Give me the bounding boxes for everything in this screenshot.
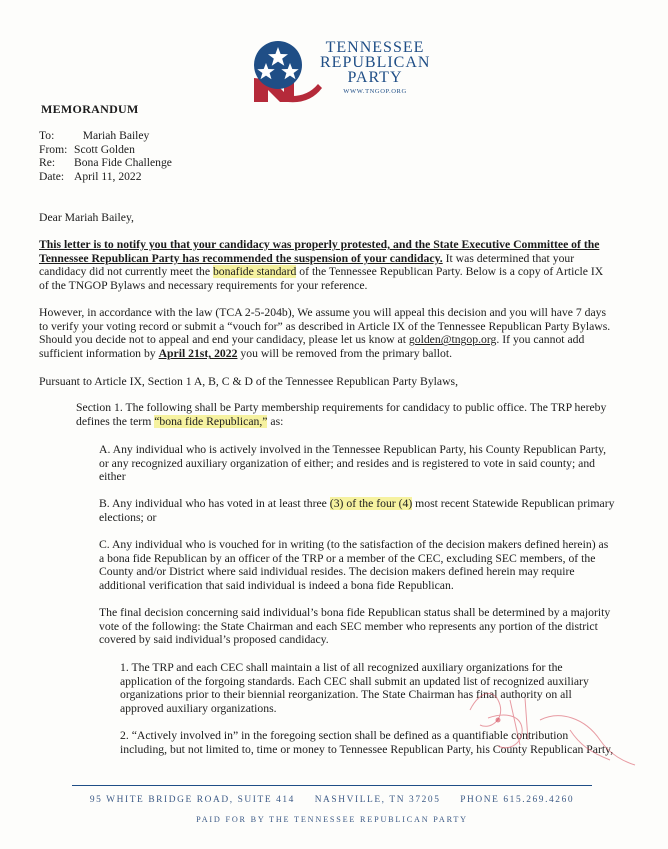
notification-bold-line-2: Tennessee Republican Party has recommended the suspension of your candidacy.	[39, 251, 443, 265]
from-label: From:	[39, 142, 68, 156]
tri-star-logo-icon	[248, 38, 328, 104]
appeal-line-4b: you will be removed from the primary ballot.	[237, 347, 452, 361]
email-link[interactable]: golden@tngop.org	[408, 333, 497, 347]
final-line-1: The final decision concerning said individual’s bona fide Republican status shall be determined by a majority	[99, 606, 611, 619]
notification-line-4: of the TNGOP Bylaws and necessary requirements for your reference.	[39, 279, 368, 293]
item-b-line-1b: most recent Statewide Republican primary	[412, 497, 615, 510]
bonafide-standard-highlight: bonafide standard	[212, 265, 297, 279]
to-row	[39, 129, 172, 143]
item-a-line-1: A. Any individual who is actively involved in the Tennessee Republican Party, his County Republican Party,	[99, 443, 607, 456]
n2-line-1: 2. “Actively involved in” in the foregoing section shall be defined as a quantifiable contribution	[120, 729, 569, 742]
notification-line-2-rest: It was determined that your	[442, 251, 575, 265]
section-1-line-1: Section 1. The following shall be Party membership requirements for candidacy to public office. The TRP hereby	[76, 401, 607, 414]
item-b-line-1a: B. Any individual who has voted in at least three	[99, 497, 330, 510]
item-b-line-2: elections; or	[99, 510, 157, 524]
n1-line-4: approved auxiliary organizations.	[120, 702, 277, 716]
salutation: Dear Mariah Bailey,	[39, 211, 134, 224]
from-value: Scott Golden	[74, 142, 135, 156]
item-c-line-4: additional verification that said individual is indeed a bona fide Republican.	[99, 579, 454, 593]
logo-line-1: TENNESSEE	[325, 39, 425, 56]
section-1-line-2b: as:	[267, 414, 284, 428]
to-value: Mariah Bailey	[82, 129, 150, 142]
re-row	[39, 156, 172, 170]
item-a-line-3: either	[99, 470, 126, 484]
footer-address: 95 WHITE BRIDGE ROAD, SUITE 414 NASHVILLE, TN 37205 PHONE 615.269.4260	[89, 795, 575, 805]
re-value: Bona Fide Challenge	[74, 156, 172, 170]
item-b	[99, 497, 614, 524]
n2-line-2: including, but not limited to, time or money to Tennessee Republican Party, his County Republican Party,	[120, 742, 614, 756]
memo-header-fields	[39, 129, 172, 183]
item-c-line-1: C. Any individual who is vouched for in writing (to the satisfaction of the decision makers defined herein) as	[99, 538, 609, 551]
tngop-logo	[248, 38, 431, 104]
logo-line-2: REPUBLICAN	[320, 54, 431, 71]
n1-line-2: application of the forgoing standards. Each CEC shall submit an updated list of recognized auxiliary	[120, 674, 589, 688]
section-1-line-2a: defines the term	[76, 414, 155, 428]
final-decision	[99, 606, 610, 647]
logo-url: WWW.TNGOP.ORG	[343, 88, 407, 95]
logo-line-3: PARTY	[347, 69, 403, 86]
item-c-line-2: a bona fide Republican by an officer of the TRP or a member of the CEC, excluding SEC members, of the	[99, 551, 596, 565]
footer-divider	[72, 785, 592, 786]
notification-line-3a: candidacy did not currently meet the	[39, 265, 213, 279]
item-c	[99, 538, 608, 593]
appeal-line-3b: . If you cannot add	[496, 333, 585, 347]
from-row	[39, 143, 172, 157]
appeal-line-1: However, in accordance with the law (TCA 2-5-204b), We assume you will appeal this decision and you will have 7 days	[39, 306, 607, 319]
three-of-four-highlight: (3) of the four (4)	[329, 497, 413, 510]
appeal-line-4a: sufficient information by	[39, 347, 159, 361]
n1-line-1: 1. The TRP and each CEC shall maintain a list of all recognized auxiliary organizations for the	[120, 661, 563, 674]
notification-bold-line-1: This letter is to notify you that your candidacy was properly protested, and the State Executive Committee of the	[39, 238, 600, 251]
date-label: Date:	[39, 169, 65, 183]
final-line-2: vote of the following: the State Chairman and each SEC member who represents any portion of the district	[99, 619, 598, 633]
paragraph-appeal	[39, 306, 610, 361]
logo-wordmark	[320, 40, 430, 97]
section-1-intro	[76, 401, 606, 428]
footer-paid-by: PAID FOR BY THE TENNESSEE REPUBLICAN PARTY	[196, 815, 468, 824]
deadline-date: April 21st, 2022	[158, 347, 238, 361]
paragraph-pursuant: Pursuant to Article IX, Section 1 A, B, C & D of the Tennessee Republican Party Bylaws,	[39, 375, 459, 388]
date-value: April 11, 2022	[74, 169, 142, 183]
to-label: To:	[39, 129, 55, 142]
memo-title: MEMORANDUM	[41, 102, 139, 116]
paragraph-notification	[39, 238, 603, 293]
bona-fide-term-highlight: “bona fide Republican,”	[154, 414, 268, 428]
notification-line-3b: of the Tennessee Republican Party. Below is a copy of Article IX	[296, 265, 604, 279]
appeal-line-3a: Should you decide not to appeal and end your candidacy, please let us know at	[39, 333, 409, 347]
item-a	[99, 443, 606, 484]
final-line-3: covered by said individual’s proposed candidacy.	[99, 633, 329, 647]
re-label: Re:	[39, 156, 56, 170]
date-row	[39, 170, 172, 184]
handwritten-mark-icon	[450, 670, 640, 780]
n1-line-3: organizations prior to their biennial reorganization. The State Chairman has final authority on all	[120, 688, 572, 702]
appeal-line-2: to verify your voting record or submit a “vouch for” as described in Article IX of the Tennessee Republican Party Bylaws.	[39, 319, 611, 333]
item-a-line-2: or any recognized auxiliary organization of either; and resides and is registered to vote in said county; and	[99, 456, 596, 470]
item-c-line-3: County and/or District where said individual resides. The decision makers defined herein may require	[99, 565, 575, 579]
